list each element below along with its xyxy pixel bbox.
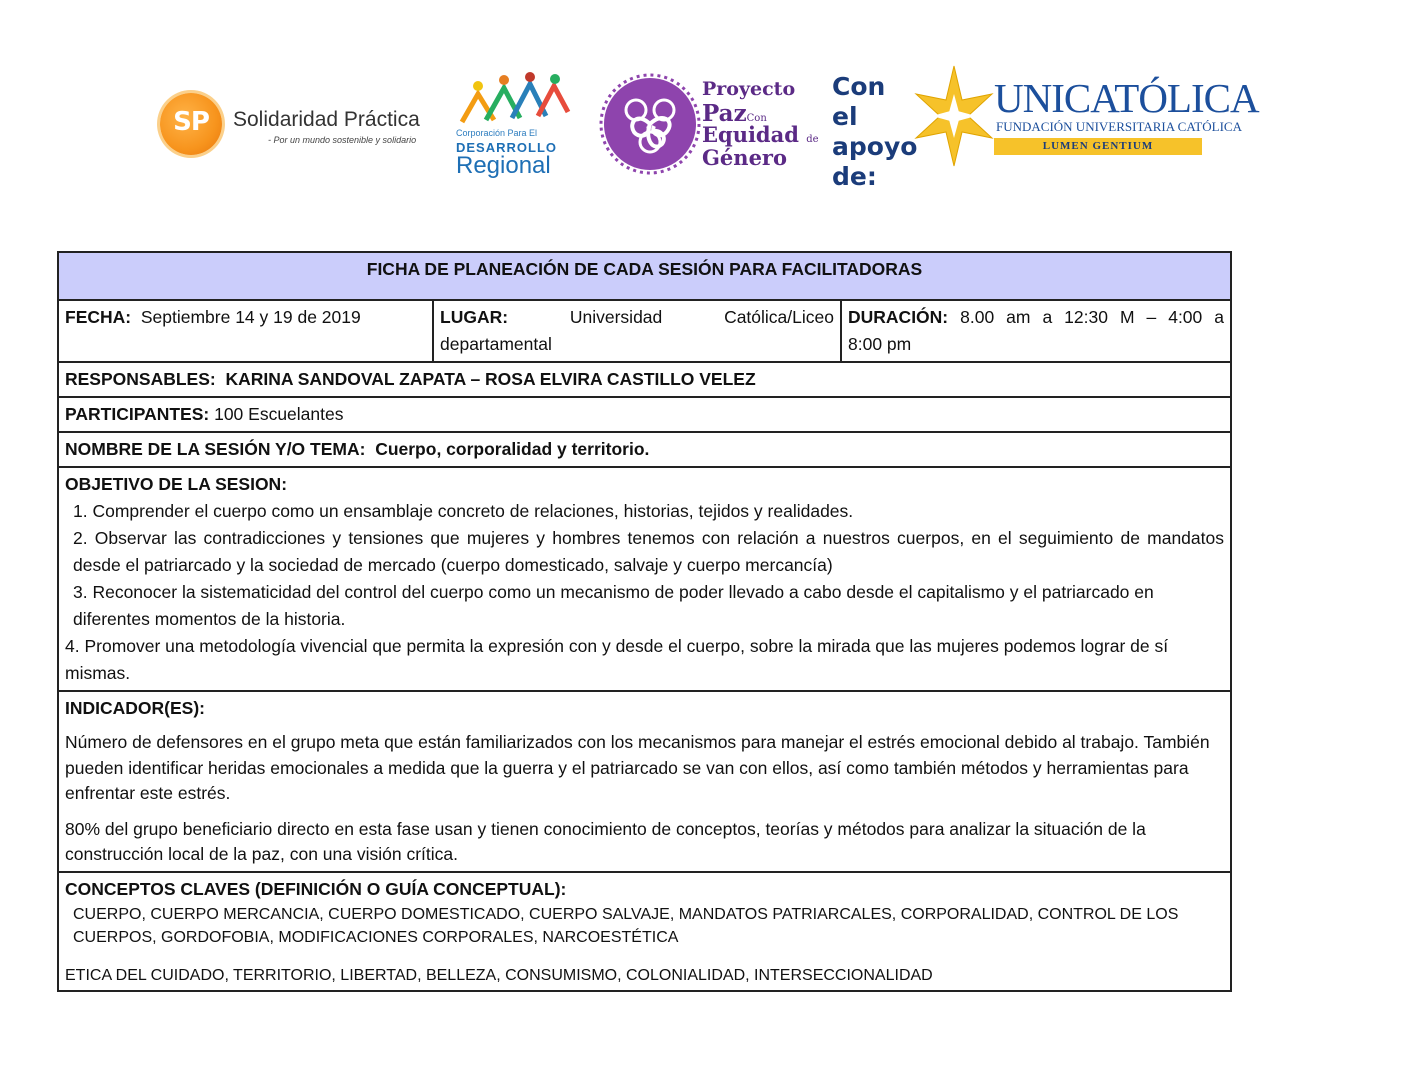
table-title: FICHA DE PLANEACIÓN DE CADA SESIÓN PARA FACILITADORAS: [58, 252, 1231, 300]
conceptos-cell: [58, 872, 1231, 992]
objetivo-cell: [58, 467, 1231, 691]
duracion-cell: [841, 300, 1231, 362]
fecha-value: Septiembre 14 y 19 de 2019: [140, 307, 361, 327]
objetivo-item-4: 4. Promover una metodología vivencial que permita la expresión con y desde el cuerpo, sobre la mirada que las mujeres podemos lograr de sí mismas.: [65, 636, 1169, 683]
con-el-apoyo-de: Con el apoyo de:: [832, 72, 918, 191]
conceptos-label: CONCEPTOS CLAVES (DEFINICIÓN O GUÍA CONCEPTUAL):: [65, 878, 567, 899]
lugar-cell: [433, 300, 841, 362]
indicadores-cell: [58, 691, 1231, 872]
objetivo-item-3: 3. Reconocer la sistematicidad del control del cuerpo como un mecanismo de poder llevado a cabo desde el capitalismo y el patriarcado en diferentes momentos de la historia.: [73, 582, 1154, 629]
lugar-value-line1: Universidad Católica/Liceo: [569, 307, 834, 327]
indicadores-label: INDICADOR(ES):: [65, 698, 205, 718]
star-icon: [912, 64, 996, 168]
desarrollo-regional-logo: Corporación Para El DESARROLLO Regional: [452, 72, 574, 180]
nombre-sesion-label: NOMBRE DE LA SESIÓN Y/O TEMA:: [65, 439, 366, 459]
responsables-label: RESPONSABLES:: [65, 369, 216, 389]
proyecto-paz-equidad-logo: Proyecto PazCon Equidad de Género: [598, 72, 820, 180]
responsables-cell: [58, 362, 1231, 397]
objetivo-item-1: 1. Comprender el cuerpo como un ensamblaje concreto de relaciones, historias, tejidos y realidades.: [73, 501, 854, 521]
unicatolica-logo: UNICATÓLICA FUNDACIÓN UNIVERSITARIA CATÓLICA LUMEN GENTIUM: [912, 64, 1212, 174]
planning-table: [57, 251, 1232, 992]
conceptos-line-2: ETICA DEL CUIDADO, TERRITORIO, LIBERTAD, BELLEZA, CONSUMISMO, COLONIALIDAD, INTERSECCIONALIDAD: [65, 966, 933, 984]
conceptos-line-1: CUERPO, CUERPO MERCANCIA, CUERPO DOMESTICADO, CUERPO SALVAJE, MANDATOS PATRIARCALES, CORPORALIDAD, CONTROL DE LOS CUERPOS, GORDOFOBIA, MODIFICACIONES CORPORALES, NARCOESTÉTICA: [73, 905, 1179, 946]
nombre-sesion-cell: [58, 432, 1231, 467]
objetivo-label: OBJETIVO DE LA SESION:: [65, 474, 288, 494]
duracion-value-line2: 8:00 pm: [848, 334, 912, 354]
objetivo-item-2: 2. Observar las contradicciones y tensiones que mujeres y hombres tenemos con relación a nuestros cuerpos, en el seguimiento de mandatos desde el patriarcado y la sociedad de mercado (cuerpo domesticado, salvaje y cuerpo mercancía): [73, 528, 1224, 575]
duracion-value-line1: 8.00 am a 12:30 M – 4:00 a: [960, 307, 1224, 327]
lugar-label: LUGAR:: [440, 307, 509, 327]
people-figures-icon: [456, 72, 572, 128]
duracion-label: DURACIÓN:: [848, 307, 949, 327]
participantes-value: 100 Escuelantes: [214, 404, 344, 424]
responsables-value: KARINA SANDOVAL ZAPATA – ROSA ELVIRA CASTILLO VELEZ: [225, 369, 756, 389]
triskele-icon: [598, 72, 702, 176]
logo-tagline: - Por un mundo sostenible y solidario: [268, 135, 417, 145]
logo-name: Solidaridad Práctica: [233, 108, 420, 131]
participantes-label: PARTICIPANTES:: [65, 404, 210, 424]
fecha-label: FECHA:: [65, 307, 132, 327]
nombre-sesion-value: Cuerpo, corporalidad y territorio.: [375, 439, 650, 459]
indicador-paragraph-1: Número de defensores en el grupo meta que están familiarizados con los mecanismos para manejar el estrés emocional debido al trabajo. También pueden identificar heridas emocionales a medida que la guerra y el patriarcado se van con ellos, así como también métodos y herramientas para enfrentar este estrés.: [65, 732, 1210, 803]
logo-strip: [0, 62, 1408, 191]
participantes-cell: [58, 397, 1231, 432]
lugar-value-line2: departamental: [440, 334, 552, 354]
indicador-paragraph-2: 80% del grupo beneficiario directo en esta fase usan y tienen conocimiento de conceptos, teorías y métodos para analizar la situación de la construcción local de la paz, con una visión crítica.: [65, 818, 1146, 864]
solidaridad-practica-logo: [160, 90, 430, 160]
fecha-cell: [58, 300, 433, 362]
sun-icon: SP: [160, 93, 222, 155]
